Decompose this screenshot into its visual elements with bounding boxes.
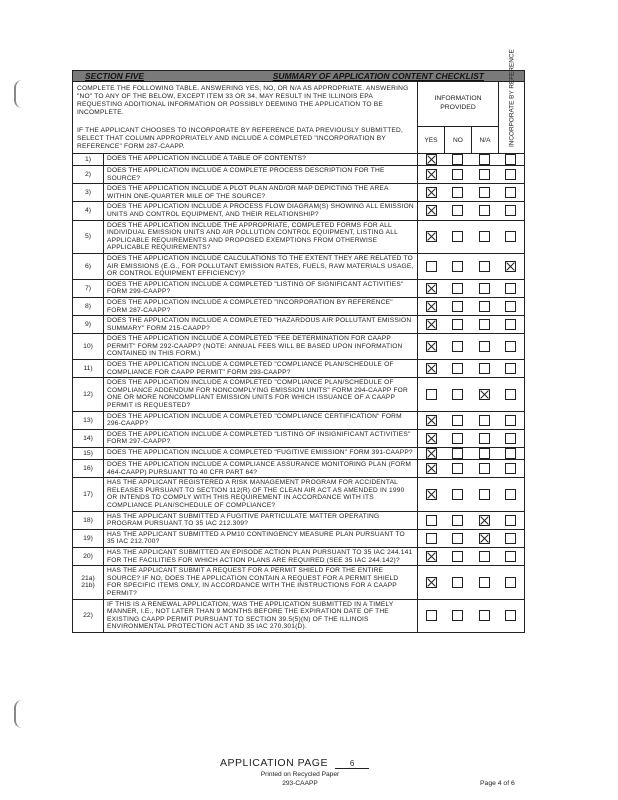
col-yes: YES <box>418 127 445 153</box>
checkbox-yes[interactable] <box>426 448 437 459</box>
checkbox-incorporate[interactable] <box>505 261 516 272</box>
checkbox-no[interactable] <box>452 463 463 474</box>
section-title: SUMMARY OF APPLICATION CONTENT CHECKLIST <box>272 71 484 81</box>
footer-printed: Printed on Recycled Paper <box>260 771 340 778</box>
answer-boxes <box>418 316 524 333</box>
checkbox-no[interactable] <box>452 169 463 180</box>
footer-page-number: 6 <box>335 759 369 769</box>
checklist-row <box>73 154 524 166</box>
col-no: NO <box>445 127 472 153</box>
checkbox-incorporate[interactable] <box>505 341 516 352</box>
item-number: 12) <box>73 378 104 410</box>
item-question: DOES THE APPLICATION INCLUDE A COMPLETED "HAZARDOUS AIR POLLUTANT EMISSION SUMMARY" FORM 215-CAAPP? <box>104 316 418 333</box>
section-number: SECTION FIVE <box>85 71 145 81</box>
item-question: DOES THE APPLICATION INCLUDE A COMPLIANCE ASSURANCE MONITORING PLAN (FORM 464-CAAPP) PURSUANT TO 40 CFR PART 64? <box>104 460 418 477</box>
checklist-row <box>73 530 524 548</box>
checkbox-yes[interactable] <box>426 433 437 444</box>
checkbox-na[interactable] <box>479 463 490 474</box>
checkbox-no[interactable] <box>452 515 463 526</box>
item-number: 16) <box>73 460 104 477</box>
item-question: HAS THE APPLICANT REGISTERED A RISK MANAGEMENT PROGRAM FOR ACCIDENTAL RELEASES PURSUANT TO SECTION 112(R) OF THE CLEAN AIR ACT AS AMENDED IN 1990 OR INTENDS TO COMPLY WITH THIS REQUIREMENT IN ACCORDANCE WITH ITS COMPLIANCE PLAN/SCHEDULE OF COMPLIANCE? <box>104 478 418 510</box>
answer-boxes <box>418 254 524 279</box>
info-provided-header <box>418 82 499 153</box>
item-question: DOES THE APPLICATION INCLUDE A COMPLETED "FUGITIVE EMISSION" FORM 391-CAAPP? <box>104 448 418 459</box>
checkbox-incorporate[interactable] <box>505 154 516 165</box>
item-number: 4) <box>73 202 104 219</box>
checkbox-no[interactable] <box>452 533 463 544</box>
item-number: 2) <box>73 166 104 183</box>
item-number: 21a) 21b) <box>73 566 104 598</box>
item-question: DOES THE APPLICATION INCLUDE A COMPLETED "LISTING OF INSIGNIFICANT ACTIVITIES" FORM 297-CAAPP? <box>104 430 418 447</box>
checkbox-incorporate[interactable] <box>505 283 516 294</box>
answer-boxes <box>418 460 524 477</box>
checklist-row <box>73 512 524 530</box>
checkbox-na[interactable] <box>479 489 490 500</box>
instructions <box>73 82 418 153</box>
checkbox-yes[interactable] <box>426 577 437 588</box>
checkbox-incorporate[interactable] <box>505 610 516 621</box>
answer-boxes <box>418 360 524 377</box>
checkbox-na[interactable] <box>479 341 490 352</box>
answer-boxes <box>418 166 524 183</box>
checkbox-incorporate[interactable] <box>505 463 516 474</box>
checkbox-yes[interactable] <box>426 415 437 426</box>
answer-boxes <box>418 548 524 565</box>
checkbox-yes[interactable] <box>426 463 437 474</box>
checkbox-na[interactable] <box>479 515 490 526</box>
checkbox-no[interactable] <box>452 433 463 444</box>
checkbox-yes[interactable] <box>426 515 437 526</box>
checkbox-incorporate[interactable] <box>505 187 516 198</box>
checkbox-incorporate[interactable] <box>505 319 516 330</box>
item-number: 18) <box>73 512 104 529</box>
item-question: DOES THE APPLICATION INCLUDE A COMPLETED "COMPLIANCE PLAN/SCHEDULE OF COMPLIANCE ADDENDUM FOR NONCOMPLYING EMISSION UNITS" FORM 294-CAAPP FOR ONE OR MORE NONCOMPLIANT EMISSION UNITS FOR WHICH ISSUANCE OF A CAAPP PERMIT IS REQUESTED? <box>104 378 418 410</box>
instructions-para-2: IF THE APPLICANT CHOOSES TO INCORPORATE BY REFERENCE DATA PREVIOUSLY SUBMITTED, SELECT THAT COLUMN APPROPRIATELY AND INCLUDE A COMPLETED "INCORPORATION BY REFERENCE" FORM 287-CAAPP. <box>77 127 404 150</box>
checkbox-na[interactable] <box>479 415 490 426</box>
answer-boxes <box>418 448 524 459</box>
checkbox-yes[interactable] <box>426 319 437 330</box>
checkbox-incorporate[interactable] <box>505 489 516 500</box>
checkbox-incorporate[interactable] <box>505 301 516 312</box>
col-incorporate: INCORPORATE BY REFERENCE <box>508 49 515 147</box>
instructions-para-1: COMPLETE THE FOLLOWING TABLE. ANSWERING YES, NO, OR N/A AS APPROPRIATE. ANSWERING "NO" TO ANY OF THE BELOW, EXCEPT ITEM 33 OR 34, MAY RESULT IN THE ILLINOIS EPA REQUESTING ADDITIONAL INFORMATION OR POSSIBLY DEEMING THE APPLICATION TO BE INCOMPLETE. <box>77 85 409 116</box>
checkbox-no[interactable] <box>452 415 463 426</box>
checkbox-yes[interactable] <box>426 610 437 621</box>
item-question: DOES THE APPLICATION INCLUDE A COMPLETED "COMPLIANCE PLAN/SCHEDULE OF COMPLIANCE FOR CAAPP PERMIT" FORM 293-CAAPP? <box>104 360 418 377</box>
checkbox-yes[interactable] <box>426 187 437 198</box>
checkbox-yes[interactable] <box>426 551 437 562</box>
checkbox-yes[interactable] <box>426 363 437 374</box>
checklist-row <box>73 478 524 511</box>
checklist-form <box>72 49 525 633</box>
item-number: 11) <box>73 360 104 377</box>
item-question: DOES THE APPLICATION INCLUDE A PROCESS FLOW DIAGRAM(S) SHOWING ALL EMISSION UNITS AND CONTROL EQUIPMENT, AND THEIR RELATIONSHIP? <box>104 202 418 219</box>
checkbox-na[interactable] <box>479 551 490 562</box>
answer-boxes <box>418 298 524 315</box>
checkbox-incorporate[interactable] <box>505 577 516 588</box>
item-question: DOES THE APPLICATION INCLUDE A COMPLETED "COMPLIANCE CERTIFICATION" FORM 296-CAAPP? <box>104 412 418 429</box>
checkbox-incorporate[interactable] <box>505 515 516 526</box>
checklist-row <box>73 378 524 411</box>
checkbox-na[interactable] <box>479 154 490 165</box>
checklist-row <box>73 460 524 478</box>
checkbox-yes[interactable] <box>426 154 437 165</box>
checkbox-no[interactable] <box>452 231 463 242</box>
item-question: HAS THE APPLICANT SUBMITTED AN EPISODE ACTION PLAN PURSUANT TO 35 IAC 244.141 FOR THE FACILITIES FOR WHICH ACTION PLANS ARE REQUIRED (SEE 35 IAC 244.142)? <box>104 548 418 565</box>
checkbox-na[interactable] <box>479 389 490 400</box>
checkbox-incorporate[interactable] <box>505 533 516 544</box>
checkbox-no[interactable] <box>452 448 463 459</box>
answer-boxes <box>418 221 524 253</box>
checkbox-no[interactable] <box>452 154 463 165</box>
checkbox-incorporate[interactable] <box>505 448 516 459</box>
checklist-row <box>73 430 524 448</box>
footer-form: 293-CAAPP <box>282 780 318 787</box>
item-number: 22) <box>73 600 104 632</box>
item-number: 13) <box>73 412 104 429</box>
answer-boxes <box>418 280 524 297</box>
scan-margin-mark <box>14 700 24 728</box>
answer-boxes <box>418 530 524 547</box>
item-number: 7) <box>73 280 104 297</box>
checkbox-na[interactable] <box>479 577 490 588</box>
checkbox-incorporate[interactable] <box>505 363 516 374</box>
checklist-row <box>73 566 524 599</box>
item-number: 3) <box>73 184 104 201</box>
item-question: HAS THE APPLICANT SUBMIT A REQUEST FOR A PERMIT SHIELD FOR THE ENTIRE SOURCE? IF NO, DOES THE APPLICATION CONTAIN A REQUEST FOR A PERMIT SHIELD FOR SPECIFIC ITEMS ONLY, IN ACCORDANCE WITH THE INSTRUCTIONS FOR A CAAPP PERMIT? <box>104 566 418 598</box>
answer-boxes <box>418 430 524 447</box>
checklist-row <box>73 166 524 184</box>
column-headers <box>418 49 524 153</box>
checkbox-incorporate[interactable] <box>505 433 516 444</box>
checklist-row <box>73 548 524 566</box>
checklist-row <box>73 600 524 632</box>
checkbox-incorporate[interactable] <box>505 205 516 216</box>
answer-boxes <box>418 184 524 201</box>
checkbox-yes[interactable] <box>426 301 437 312</box>
footer-page-of: Page 4 of 6 <box>480 780 515 787</box>
checklist-row <box>73 334 524 360</box>
item-number: 5) <box>73 221 104 253</box>
checklist-row <box>73 254 524 280</box>
checkbox-yes[interactable] <box>426 261 437 272</box>
item-question: DOES THE APPLICATION INCLUDE A COMPLETED "LISTING OF SIGNIFICANT ACTIVITIES" FORM 299-CAAPP? <box>104 280 418 297</box>
checkbox-na[interactable] <box>479 169 490 180</box>
checkbox-na[interactable] <box>479 301 490 312</box>
checkbox-no[interactable] <box>452 389 463 400</box>
checkbox-no[interactable] <box>452 489 463 500</box>
checkbox-na[interactable] <box>479 261 490 272</box>
checklist-row <box>73 221 524 254</box>
checkbox-yes[interactable] <box>426 533 437 544</box>
checkbox-no[interactable] <box>452 551 463 562</box>
answer-boxes <box>418 566 524 598</box>
item-question: DOES THE APPLICATION INCLUDE A PLOT PLAN AND/OR MAP DEPICTING THE AREA WITHIN ONE-QUARTER MILE OF THE SOURCE? <box>104 184 418 201</box>
checkbox-na[interactable] <box>479 448 490 459</box>
checklist-row <box>73 298 524 316</box>
checkbox-yes[interactable] <box>426 389 437 400</box>
incorporate-header <box>499 49 524 153</box>
answer-boxes <box>418 512 524 529</box>
answer-boxes <box>418 334 524 359</box>
checkbox-no[interactable] <box>452 610 463 621</box>
item-question: HAS THE APPLICANT SUBMITTED A PM10 CONTINGENCY MEASURE PLAN PURSUANT TO 35 IAC 212.700? <box>104 530 418 547</box>
checkbox-na[interactable] <box>479 205 490 216</box>
item-question: DOES THE APPLICATION INCLUDE A COMPLETE PROCESS DESCRIPTION FOR THE SOURCE? <box>104 166 418 183</box>
footer-title-label: APPLICATION PAGE <box>220 757 328 769</box>
item-number: 6) <box>73 254 104 279</box>
section-header <box>73 71 524 82</box>
checkbox-na[interactable] <box>479 610 490 621</box>
checklist-row <box>73 316 524 334</box>
item-question: IF THIS IS A RENEWAL APPLICATION, WAS THE APPLICATION SUBMITTED IN A TIMELY MANNER, I.E., NOT LATER THAN 9 MONTHS BEFORE THE EXPIRATION DATE OF THE EXISTING CAAPP PERMIT PURSUANT TO SECTION 39.5(5)(N) OF THE ILLINOIS ENVIRONMENTAL PROTECTION ACT AND 35 IAC 270.301(D). <box>104 600 418 632</box>
item-question: DOES THE APPLICATION INCLUDE CALCULATIONS TO THE EXTENT THEY ARE RELATED TO AIR EMISSIONS (E.G., FOR POLLUTANT EMISSION RATES, FUELS, RAW MATERIALS USAGE, OR CONTROL EQUIPMENT EFFICIENCY)? <box>104 254 418 279</box>
checkbox-yes[interactable] <box>426 205 437 216</box>
checklist-row <box>73 280 524 298</box>
checkbox-no[interactable] <box>452 319 463 330</box>
checkbox-yes[interactable] <box>426 341 437 352</box>
item-number: 20) <box>73 548 104 565</box>
checkbox-na[interactable] <box>479 433 490 444</box>
answer-boxes <box>418 378 524 410</box>
checkbox-na[interactable] <box>479 231 490 242</box>
checklist-row <box>73 360 524 378</box>
checkbox-na[interactable] <box>479 319 490 330</box>
item-question: DOES THE APPLICATION INCLUDE A TABLE OF CONTENTS? <box>104 154 418 165</box>
checkbox-incorporate[interactable] <box>505 551 516 562</box>
item-question: HAS THE APPLICANT SUBMITTED A FUGITIVE PARTICULATE MATTER OPERATING PROGRAM PURSUANT TO 35 IAC 212.309? <box>104 512 418 529</box>
answer-boxes <box>418 154 524 165</box>
checkbox-yes[interactable] <box>426 489 437 500</box>
answer-boxes <box>418 412 524 429</box>
checklist-row <box>73 202 524 220</box>
checkbox-no[interactable] <box>452 577 463 588</box>
checkbox-incorporate[interactable] <box>505 231 516 242</box>
checkbox-na[interactable] <box>479 283 490 294</box>
item-number: 19) <box>73 530 104 547</box>
item-question: DOES THE APPLICATION INCLUDE THE APPROPRIATE, COMPLETED FORMS FOR ALL INDIVIDUAL EMISSION UNITS AND AIR POLLUTION CONTROL EQUIPMENT, LISTING ALL APPLICABLE REQUIREMENTS AND PROPOSED EXEMPTIONS FROM OTHERWISE APPLICABLE REQUIREMENTS? <box>104 221 418 253</box>
checkbox-incorporate[interactable] <box>505 389 516 400</box>
checkbox-no[interactable] <box>452 261 463 272</box>
checklist-row <box>73 184 524 202</box>
footer-title <box>220 757 369 769</box>
checkbox-yes[interactable] <box>426 283 437 294</box>
answer-boxes <box>418 202 524 219</box>
scan-margin-mark <box>14 80 24 108</box>
item-number: 10) <box>73 334 104 359</box>
item-question: DOES THE APPLICATION INCLUDE A COMPLETED "FEE DETERMINATION FOR CAAPP PERMIT" FORM 292-CAAPP? (NOTE: ANNUAL FEES WILL BE BASED UPON INFORMATION CONTAINED IN THIS FORM.) <box>104 334 418 359</box>
checkbox-yes[interactable] <box>426 231 437 242</box>
checkbox-no[interactable] <box>452 205 463 216</box>
checkbox-na[interactable] <box>479 533 490 544</box>
checkbox-na[interactable] <box>479 187 490 198</box>
checklist-row <box>73 448 524 460</box>
item-number: 17) <box>73 478 104 510</box>
answer-boxes <box>418 600 524 632</box>
checkbox-no[interactable] <box>452 187 463 198</box>
item-number: 15) <box>73 448 104 459</box>
checkbox-no[interactable] <box>452 283 463 294</box>
item-number: 14) <box>73 430 104 447</box>
info-provided-label: INFORMATION PROVIDED <box>418 82 498 127</box>
checkbox-incorporate[interactable] <box>505 415 516 426</box>
answer-boxes <box>418 478 524 510</box>
checkbox-no[interactable] <box>452 301 463 312</box>
checklist-rows <box>73 154 524 632</box>
checkbox-no[interactable] <box>452 363 463 374</box>
item-number: 8) <box>73 298 104 315</box>
item-number: 1) <box>73 154 104 165</box>
item-question: DOES THE APPLICATION INCLUDE A COMPLETED "INCORPORATION BY REFERENCE" FORM 287-CAAPP? <box>104 298 418 315</box>
checkbox-yes[interactable] <box>426 169 437 180</box>
col-na: N/A <box>479 136 491 144</box>
checkbox-na[interactable] <box>479 363 490 374</box>
checklist-row <box>73 412 524 430</box>
checkbox-no[interactable] <box>452 341 463 352</box>
item-number: 9) <box>73 316 104 333</box>
checkbox-incorporate[interactable] <box>505 169 516 180</box>
